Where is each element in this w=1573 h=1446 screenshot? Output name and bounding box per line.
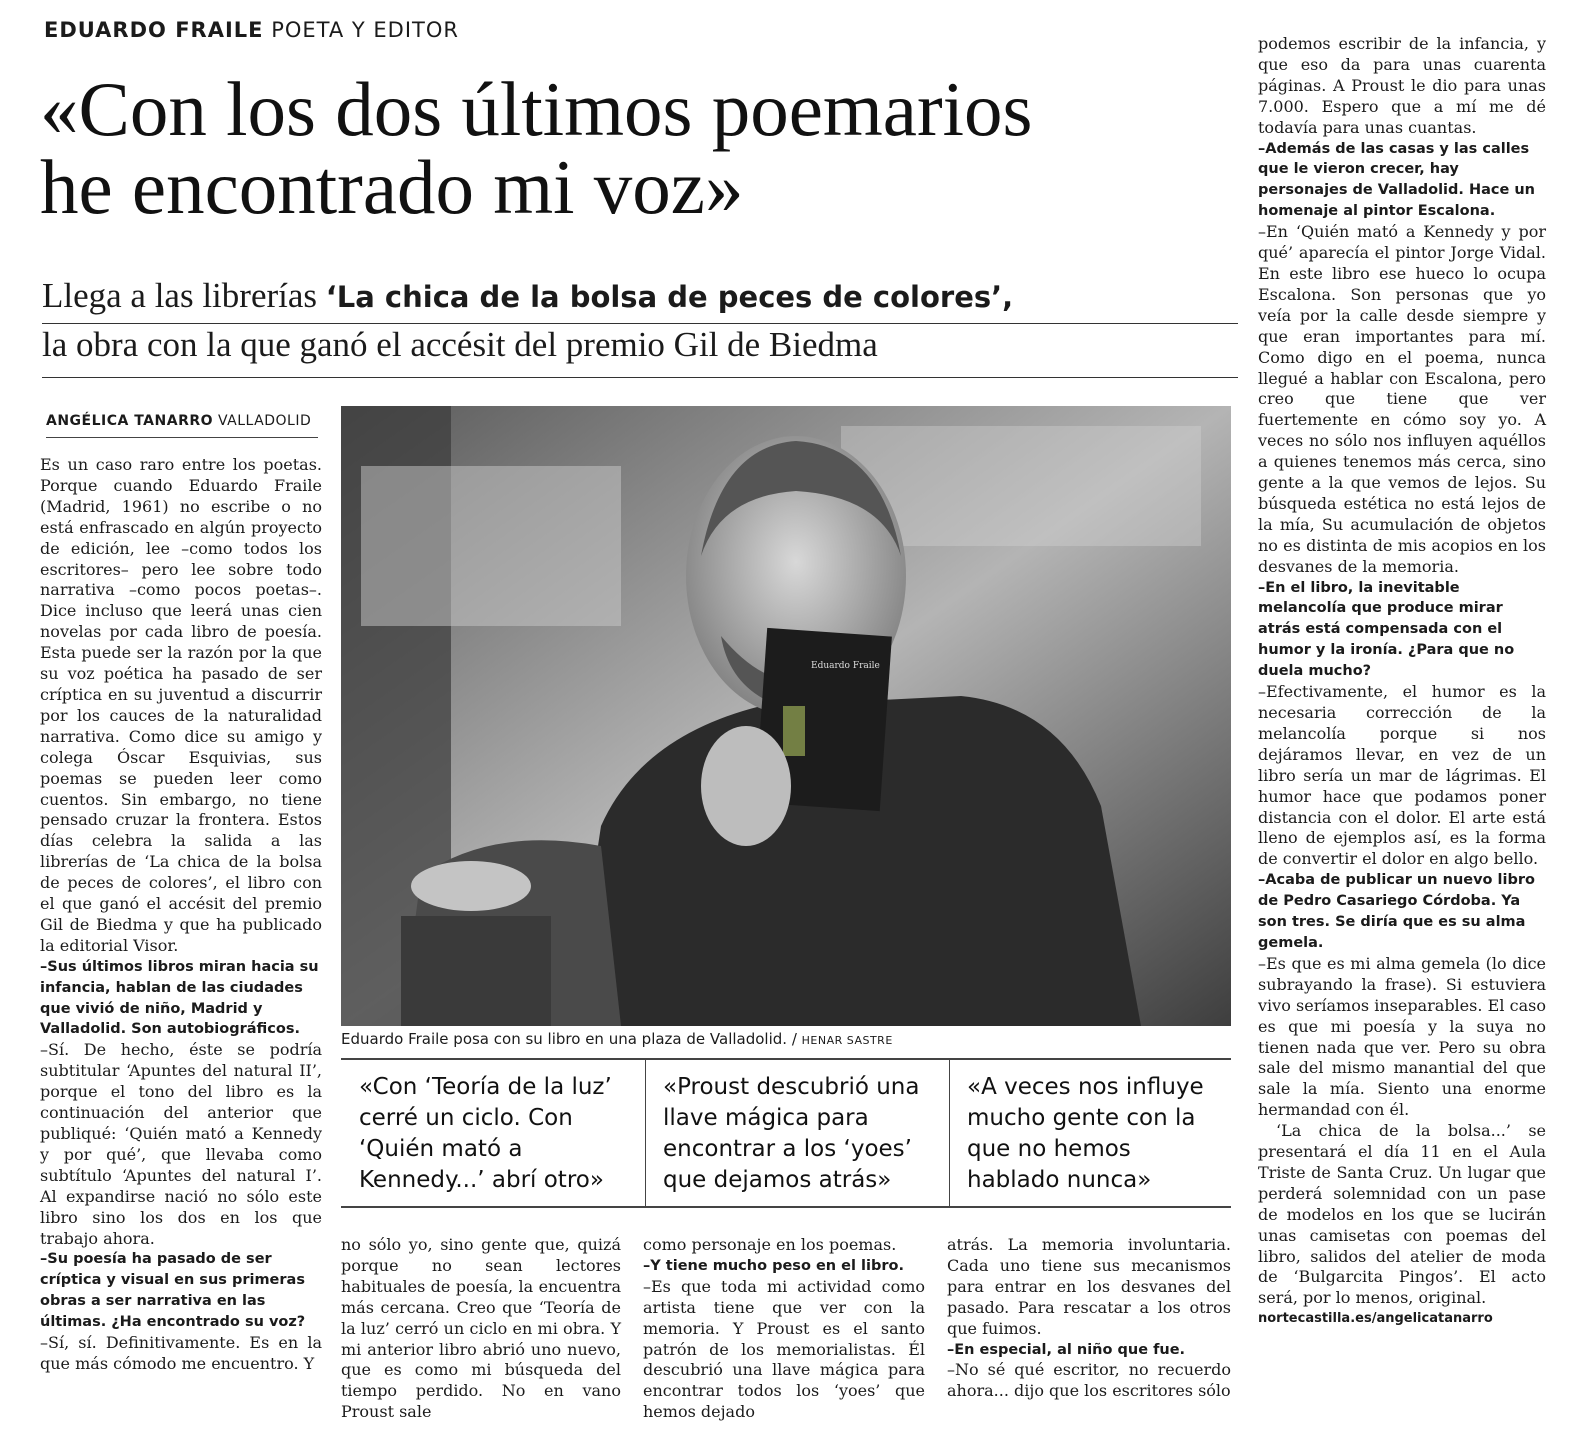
column-4-text-b: –No sé qué escritor, no recuerdo ahora... dijo que los escritores sólo (947, 1360, 1231, 1401)
question-6: –En el libro, la inevitable melancolía que produce mirar atrás está compensada con el humor y la ironía. ¿Para que no duela mucho? (1258, 579, 1515, 680)
pull-quotes (341, 1058, 1231, 1208)
caption-text: Eduardo Fraile posa con su libro en una plaza de Valladolid. / (341, 1030, 797, 1048)
kicker (44, 18, 459, 42)
column-3 (643, 1235, 925, 1423)
question-1: –Sus últimos libros miran hacia su infancia, hablan de las ciudades que vivió de niño, Madrid y Valladolid. Son autobiográficos. (40, 958, 319, 1038)
answer-5: –En ‘Quién mató a Kennedy y por qué’ aparecía el pintor Jorge Vidal. En este libro ese hueco lo ocupa Escalona. Son personas que yo veía por la calle desde siempre y que eran importantes para mí. Como digo en el poema, nunca llegué a hablar con Escalona, pero creo que tiene que ver fuertemente en cómo soy yo. A veces no sólo nos influyen aquéllos a quienes tenemos más cerca, sino gente a la que vemos de lejos. Su búsqueda estética no está lejos de la mía, Su acumulación de objetos no es distinta de mis acopios en los desvanes de la memoria. (1258, 222, 1546, 576)
headline (40, 66, 1240, 230)
answer-1: –Sí. De hecho, éste se podría subtitular ‘Apuntes del natural II’, porque el tono del libro es la continuación del anterior que publiqué: ‘Quién mató a Kennedy y por qué’, que llevaba como subtítulo ‘Apuntes del natural I’. Al expandirse nació no sólo este libro sino los dos en los que trabajo ahora. (40, 1040, 322, 1248)
subhead-rule-1 (42, 323, 1238, 324)
column-5 (1258, 34, 1546, 1330)
column-3-text-b: –Es que toda mi actividad como artista tiene que ver con la memoria. Y Proust es el santo patrón de los memorialistas. Él descubrió una llave mágica para encontrar todos los ‘yoes’ que hemos dejado (643, 1276, 925, 1422)
column-4-text-a: atrás. La memoria involuntaria. Cada uno tiene sus mecanismos para entrar en los desvanes del pasado. Para rescatar a los otros que fuimos. (947, 1235, 1231, 1338)
question-7: –Acaba de publicar un nuevo libro de Pedro Casariego Córdoba. Ya son tres. Se diría que es su alma gemela. (1258, 872, 1535, 951)
question-4: –En especial, al niño que fue. (947, 1341, 1186, 1358)
answer-7: –Es que es mi alma gemela (lo dice subrayando la frase). Si estuviera vivo seríamos inseparables. El caso es que mi poesía y la suya no tienen nada que ver. Pero su obra sale del mismo manantial del que sale la mía. Siento una enorme hermandad con él. (1258, 953, 1546, 1120)
pull-quote-1: «Con ‘Teoría de la luz’ cerré un ciclo. Con ‘Quién mató a Kennedy...’ abrí otro» (359, 1074, 612, 1193)
byline-author: ANGÉLICA TANARRO (46, 413, 214, 429)
subhead (42, 272, 1242, 368)
kicker-name: EDUARDO FRAILE (44, 18, 264, 42)
caption-credit: HENAR SASTRE (801, 1034, 893, 1047)
column-3-text-a: como personaje en los poemas. (643, 1235, 897, 1254)
pull-quote-2: «Proust descubrió una llave mágica para encontrar a los ‘yoes’ que dejamos atrás» (663, 1074, 920, 1193)
headline-line-1: «Con los dos últimos poemarios (40, 66, 1033, 152)
photo-book-cover-art (783, 706, 805, 756)
pull-quote-3: «A veces nos influye mucho gente con la que no hemos hablado nunca» (967, 1074, 1204, 1193)
kicker-role: POETA Y EDITOR (271, 18, 459, 42)
photo-image (341, 406, 1231, 1026)
column-4 (947, 1235, 1231, 1402)
closing-paragraph: ‘La chica de la bolsa...’ se presentará el día 11 en el Aula Triste de Santa Cruz. Un lugar que perderá solemnidad con un pase de modelos en los que se lucirán unas camisetas con poemas del libro, salidos del atelier de moda de ‘Bulgarcita Pingos’. El acto será, por lo menos, original. (1258, 1121, 1546, 1308)
pull-quote-divider-2 (949, 1060, 950, 1206)
question-5: –Además de las casas y las calles que le vieron crecer, hay personajes de Valladolid. Hace un homenaje al pintor Escalona. (1258, 140, 1536, 220)
subhead-line-2: la obra con la que ganó el accésit del premio Gil de Biedma (42, 325, 878, 364)
question-2: –Su poesía ha pasado de ser críptica y visual en sus primeras obras a ser narrativa en las últimas. ¿Ha encontrado su voz? (40, 1251, 306, 1331)
photo (341, 406, 1231, 1026)
byline-place: VALLADOLID (217, 413, 312, 429)
headline-line-2: he encontrado mi voz» (40, 144, 744, 230)
column-2-text: no sólo yo, sino gente que, quizá porque no sean lectores habituales de poesía, la encuentra más cercana. Creo que ‘Teoría de la luz’ cerró un ciclo en mi obra. Y mi anterior libro abrió uno nuevo, que es como mi búsqueda del tiempo perdido. No en vano Proust sale (341, 1235, 621, 1422)
author-web-link[interactable]: nortecastilla.es/angelicatanarro (1258, 1311, 1493, 1327)
byline (46, 413, 318, 438)
subhead-rule-2 (42, 377, 1238, 378)
column-1 (40, 455, 322, 1375)
question-3: –Y tiene mucho peso en el libro. (643, 1257, 904, 1274)
intro-paragraph: Es un caso raro entre los poetas. Porque cuando Eduardo Fraile (Madrid, 1961) no escribe o no está enfrascado en algún proyecto de edición, lee –como todos los escritores– pero lee sobre todo narrativa –como pocos poetas–. Dice incluso que leerá unas cien novelas por cada libro de poesía. Esta puede ser la razón por la que su voz poética ha pasado de ser críptica en su juventud a discurrir por los cauces de la naturalidad narrativa. Como dice su amigo y colega Óscar Esquivias, sus poemas se pueden leer como cuentos. Sin embargo, no tiene pensado cruzar la frontera. Estos días celebra la salida a las librerías de ‘La chica de la bolsa de peces de colores’, el libro con el que ganó el accésit del premio Gil de Biedma y que ha publicado la editorial Visor. (40, 455, 322, 955)
pull-quote-divider-1 (645, 1060, 646, 1206)
subhead-prefix: Llega a las librerías (42, 276, 318, 315)
subhead-book-title: ‘La chica de la bolsa de peces de colores’, (325, 280, 1014, 314)
column-5-text-a: podemos escribir de la infancia, y que eso da para unas cuarenta páginas. A Proust le dio para unas 7.000. Espero que a mí me dé todavía para unas cuantas. (1258, 34, 1546, 137)
photo-hand-2 (411, 861, 531, 911)
photo-window (361, 466, 621, 626)
photo-book-author: Eduardo Fraile (811, 661, 880, 671)
photo-briefcase (401, 916, 551, 1026)
answer-6: –Efectivamente, el humor es la necesaria corrección de la melancolía porque si nos dejáramos llevar, en vez de un libro sería un mar de lágrimas. El humor hace que podamos poner distancia con el dolor. El arte está lleno de ejemplos así, es la forma de convertir el dolor en algo bello. (1258, 682, 1546, 869)
answer-2: –Sí, sí. Definitivamente. Es en la que más cómodo me encuentro. Y (40, 1333, 322, 1373)
photo-hand (701, 726, 791, 846)
photo-caption (341, 1030, 893, 1048)
column-2 (341, 1235, 621, 1423)
